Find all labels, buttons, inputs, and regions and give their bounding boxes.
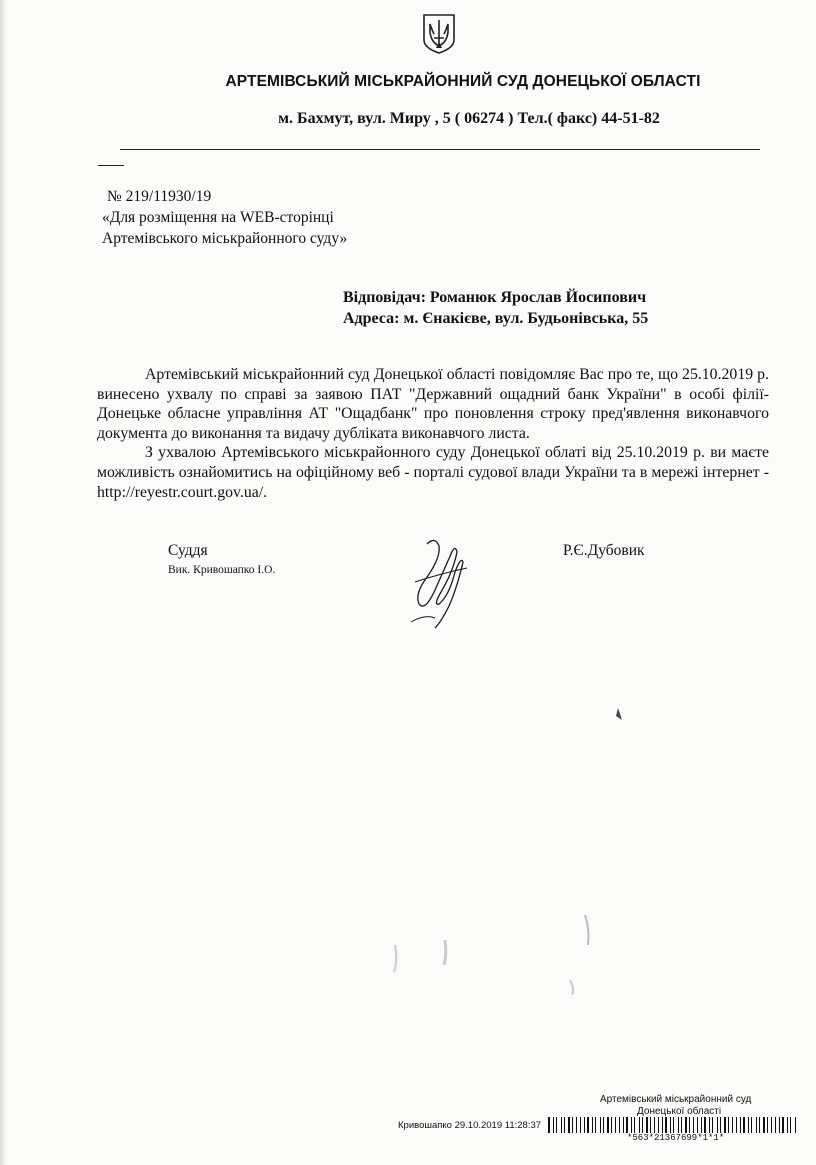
court-address: м. Бахмут, вул. Миру , 5 ( 06274 ) Тел.( факс) 44-51-82 — [278, 110, 660, 127]
barcode-icon — [548, 1117, 798, 1133]
web-note-line2: Артемівського міськрайонного суду» — [102, 230, 348, 247]
judge-name: Р.Є.Дубовик — [563, 542, 645, 559]
reference-block — [102, 186, 347, 249]
stamp-court-line2: Донецької області — [637, 1106, 722, 1117]
notice-paragraph-2: З ухвалою Артемівського міськрайонного суду Донецької облаті від 25.10.2019 р. ви маєте можливість ознайомитись на офіційному веб - порталі судової влади України та в мережі інтернет - http://reyestr.court.gov.ua/. — [97, 444, 769, 501]
addressee-block — [343, 287, 648, 329]
trident-emblem-icon — [421, 12, 457, 54]
court-name: АРТЕМІВСЬКИЙ МІСЬКРАЙОННИЙ СУД ДОНЕЦЬКОЇ ОБЛАСТІ — [225, 73, 701, 90]
respondent-name: Відповідач: Романюк Ярослав Йосипович — [343, 289, 647, 306]
notice-paragraph-1: Артемівський міськрайонний суд Донецької області повідомляє Вас про те, що 25.10.2019 р. винесено ухвалу по справі за заявою ПАТ "Державний ощадний банк України" в особі філії- Донецьке обласне управління АТ "Ощадбанк" про поновлення строку пред'явлення виконавчого документа до виконання та видачу дубліката виконавчого листа. — [97, 366, 769, 442]
respondent-address: Адреса: м. Єнакієве, вул. Будьонівська, 55 — [343, 310, 649, 327]
header-divider — [120, 149, 760, 150]
stamp-court-line1: Артемівський міськрайонний суд — [600, 1094, 752, 1105]
case-number: № 219/11930/19 — [107, 188, 212, 205]
notice-body — [97, 365, 769, 502]
judge-label: Суддя — [168, 542, 208, 559]
short-divider — [98, 165, 124, 166]
stamp-user-datetime: Кривошапко 29.10.2019 11:28:37 — [398, 1120, 542, 1131]
web-note-line1: «Для розміщення на WEB-сторінці — [102, 209, 334, 226]
barcode-text: *563*21367699*1*1* — [627, 1133, 725, 1143]
scan-edge — [0, 0, 6, 1165]
handwritten-signature-icon — [405, 532, 475, 632]
executor-name: Вик. Кривошапко І.О. — [168, 564, 276, 576]
